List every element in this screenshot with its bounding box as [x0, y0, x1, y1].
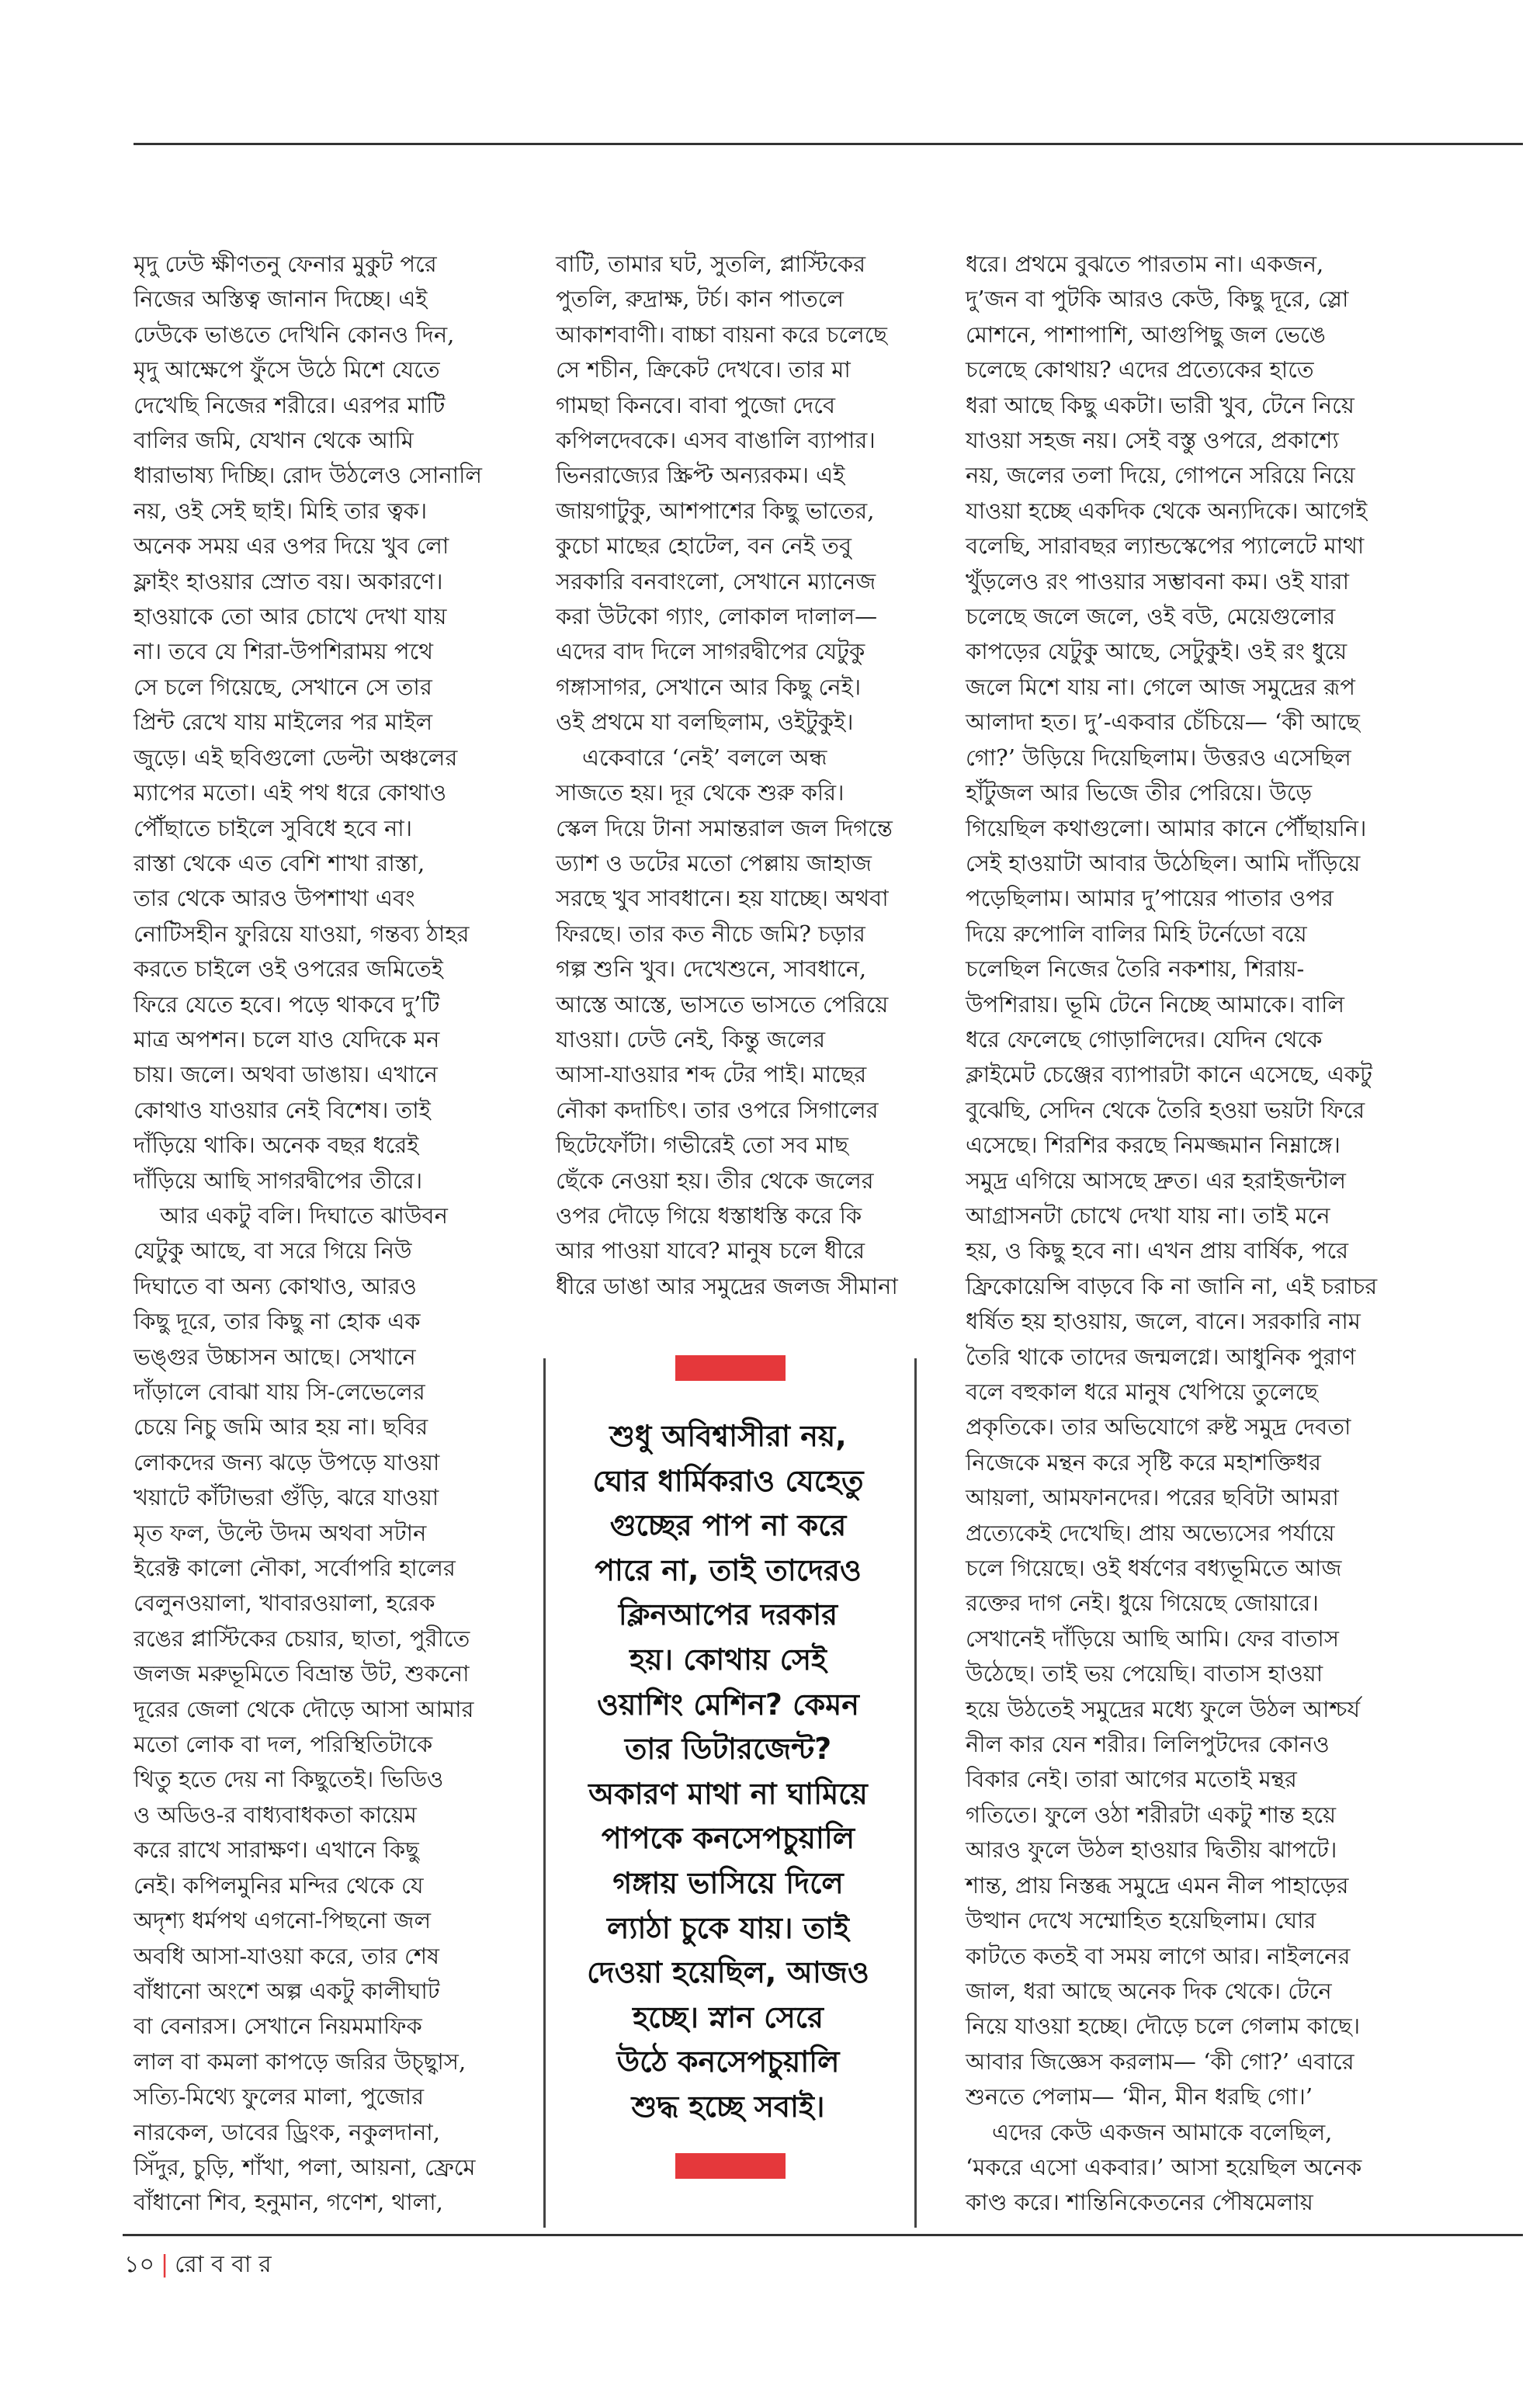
text-line: ছিটেফোঁটা। গভীরেই তো সব মাছ — [556, 1132, 848, 1159]
text-line: হয়, ও কিছু হবে না। এখন প্রায় বার্ষিক, পরে — [966, 1237, 1349, 1264]
text-line: কপিলদেবকে। এসব বাঙালি ব্যাপার। — [556, 427, 876, 454]
text-line: বাঁধানো শিব, হনুমান, গণেশ, থালা, — [134, 2189, 443, 2216]
text-line: দাঁড়িয়ে আছি সাগরদ্বীপের তীরে। — [134, 1167, 423, 1194]
text-line: গামছা কিনবে। বাবা পুজো দেবে — [556, 391, 836, 418]
text-line: দাঁড়ালে বোঝা যায় সি-লেভেলের — [134, 1379, 425, 1405]
text-line: উপশিরায়। ভূমি টেনে নিচ্ছে আমাকে। বালি — [966, 990, 1344, 1018]
text-line: এদের কেউ একজন আমাকে বলেছিল, — [992, 2118, 1333, 2145]
text-line: মতো লোক বা দল, পরিস্থিতিটাকে — [134, 1731, 433, 1758]
text-line: দেখেছি নিজের শরীরে। এরপর মাটি — [134, 391, 446, 418]
bottom-rule — [123, 2234, 1523, 2236]
pullquote-line: পাপকে কনসেপচুয়ালি — [601, 1821, 855, 1856]
text-line: করা উটকো গ্যাং, লোকাল দালাল— — [556, 603, 878, 630]
text-line: উত্থান দেখে সম্মোহিত হয়েছিলাম। ঘোর — [966, 1907, 1316, 1934]
footer-separator: | — [160, 2251, 169, 2278]
text-line: গতিতে। ফুলে ওঠা শরীরটা একটু শান্ত হয়ে — [966, 1801, 1337, 1828]
pullquote-line: গুচ্ছের পাপ না করে — [609, 1508, 847, 1543]
text-line: সমুদ্র এগিয়ে আসছে দ্রুত। এর হরাইজন্টাল — [966, 1167, 1347, 1194]
pullquote-line: উঠে কনসেপচুয়ালি — [616, 2044, 840, 2079]
text-line: সরকারি বনবাংলো, সেখানে ম্যানেজ — [556, 567, 876, 595]
pullquote-top-red-bar — [675, 1355, 786, 1381]
pullquote-line: ল্যাঠা চুকে যায়। তাই — [607, 1910, 849, 1945]
text-line: রাস্তা থেকে এত বেশি শাখা রাস্তা, — [134, 849, 425, 876]
text-line: ধরে ফেলেছে গোড়ালিদের। যেদিন থেকে — [966, 1025, 1323, 1053]
text-line: আবার জিজ্ঞেস করলাম— ‘কী গো?’ এবারে — [966, 2048, 1354, 2075]
text-line: আসা-যাওয়ার শব্দ টের পাই। মাছের — [556, 1061, 867, 1088]
text-line: কাণ্ড করে। শান্তিনিকেতনের পৌষমেলায় — [966, 2189, 1313, 2216]
text-line: বিকার নেই। তারা আগের মতোই মন্থর — [966, 1766, 1297, 1793]
pullquote-left-rule — [543, 1358, 546, 2228]
text-line: তার থেকে আরও উপশাখা এবং — [134, 885, 415, 912]
text-line: মাত্র অপশন। চলে যাও যেদিকে মন — [134, 1025, 440, 1053]
text-line: আর একটু বলি। দিঘাতে ঝাউবন — [160, 1202, 448, 1229]
text-line: লোকদের জন্য ঝড়ে উপড়ে যাওয়া — [134, 1448, 440, 1476]
text-line: জাল, ধরা আছে অনেক দিক থেকে। টেনে — [966, 1977, 1332, 2004]
text-line: ভিনরাজ্যের স্ক্রিপ্ট অন্যরকম। এই — [556, 462, 845, 489]
text-line: আলাদা হত। দু’-একবার চেঁচিয়ে— ‘কী আছে — [966, 709, 1361, 736]
text-line: শান্ত, প্রায় নিস্তব্ধ সমুদ্রে এমন নীল পাহাড়ের — [966, 1871, 1349, 1899]
page-footer — [124, 2249, 272, 2280]
text-line: গল্প শুনি খুব। দেখেশুনে, সাবধানে, — [556, 955, 867, 983]
text-line: নয়, জলের তলা দিয়ে, গোপনে সরিয়ে নিয়ে — [966, 462, 1355, 489]
text-line: ইরেক্ট কালো নৌকা, সর্বোপরি হালের — [134, 1555, 456, 1582]
text-line: আরও ফুলে উঠল হাওয়ার দ্বিতীয় ঝাপটে। — [966, 1836, 1337, 1864]
pullquote-line: অকারণ মাথা না ঘামিয়ে — [588, 1776, 868, 1811]
text-line: ধরে। প্রথমে বুঝতে পারতাম না। একজন, — [966, 251, 1324, 277]
text-line: রক্তের দাগ নেই। ধুয়ে গিয়েছে জোয়ারে। — [966, 1590, 1319, 1617]
text-line: বলে বহুকাল ধরে মানুষ খেপিয়ে তুলেছে — [966, 1379, 1318, 1405]
text-line: জায়গাটুকু, আশপাশের কিছু ভাতের, — [556, 497, 875, 524]
text-line: ফিরছে। তার কত নীচে জমি? চড়ার — [556, 920, 865, 947]
top-rule — [134, 143, 1523, 145]
text-line: পড়েছিলাম। আমার দু’পায়ের পাতার ওপর — [966, 885, 1334, 912]
text-line: ধর্ষিত হয় হাওয়ায়, জলে, বানে। সরকারি নাম — [966, 1308, 1361, 1335]
text-line: অনেক সময় এর ওপর দিয়ে খুব লো — [134, 532, 449, 560]
text-line: ধারাভাষ্য দিচ্ছি। রোদ উঠলেও সোনালি — [134, 462, 482, 489]
text-line: বুঝেছি, সেদিন থেকে তৈরি হওয়া ভয়টা ফিরে — [966, 1096, 1365, 1123]
text-line: লাল বা কমলা কাপড়ে জরির উচ্ছ্বাস, — [134, 2048, 467, 2075]
text-line: অবধি আসা-যাওয়া করে, তার শেষ — [134, 1942, 439, 1969]
text-line: দিঘাতে বা অন্য কোথাও, আরও — [134, 1272, 417, 1299]
text-line: ফিরে যেতে হবে। পড়ে থাকবে দু’টি — [134, 990, 440, 1018]
text-line: হয়ে উঠতেই সমুদ্রের মধ্যে ফুলে উঠল আশ্চর্য — [966, 1695, 1361, 1722]
text-line: কিছু দূরে, তার কিছু না হোক এক — [134, 1308, 421, 1335]
text-line: যাওয়া হচ্ছে একদিক থেকে অন্যদিকে। আগেই — [966, 497, 1368, 524]
text-line: মৃদু ঢেউ ক্ষীণতনু ফেনার মুকুট পরে — [134, 251, 437, 277]
article-column-3 — [966, 247, 1523, 2221]
text-line: কোথাও যাওয়ার নেই বিশেষ। তাই — [134, 1096, 431, 1123]
text-line: ভঙ্গুর উচ্চাসন আছে। সেখানে — [134, 1343, 416, 1370]
text-line: চলেছে কোথায়? এদের প্রত্যেকের হাতে — [966, 356, 1314, 383]
text-line: করে রাখে সারাক্ষণ। এখানে কিছু — [134, 1836, 419, 1864]
text-line: বাটি, তামার ঘট, সুতলি, প্লাস্টিকের — [556, 251, 866, 277]
text-line: নয়, ওই সেই ছাই। মিহি তার ত্বক। — [134, 497, 428, 524]
pullquote-line: তার ডিটারজেন্ট? — [624, 1732, 832, 1767]
text-line: বা বেনারস। সেখানে নিয়মমাফিক — [134, 2013, 422, 2040]
pullquote-line: গঙ্গায় ভাসিয়ে দিলে — [612, 1865, 844, 1900]
pullquote-line: দেওয়া হয়েছিল, আজও — [587, 1955, 869, 1990]
text-line: অদৃশ্য ধর্মপথ এগনো-পিছনো জল — [134, 1907, 432, 1934]
text-line: মৃত ফল, উল্টে উদম অথবা সটান — [134, 1519, 427, 1546]
text-line: ম্যাপের মতো। এই পথ ধরে কোথাও — [134, 779, 447, 806]
text-line: ওই প্রথমে যা বলছিলাম, ওইটুকুই। — [556, 709, 854, 736]
pullquote-line: শুদ্ধ হচ্ছে সবাই। — [631, 2089, 825, 2124]
text-line: নীল কার যেন শরীর। লিলিপুটদের কোনও — [966, 1731, 1330, 1758]
text-line: এদের বাদ দিলে সাগরদ্বীপের যেটুকু — [556, 638, 865, 665]
text-line: দু’জন বা পুটকি আরও কেউ, কিছু দূরে, স্লো — [966, 286, 1349, 313]
text-line: বলেছি, সারাবছর ল্যান্ডস্কেপের প্যালেটে মাথা — [966, 532, 1365, 560]
text-line: গিয়েছিল কথাগুলো। আমার কানে পৌঁছায়নি। — [966, 814, 1367, 841]
text-line: ক্লাইমেট চেঞ্জের ব্যাপারটা কানে এসেছে, একটু — [966, 1061, 1372, 1088]
text-line: যাওয়া। ঢেউ নেই, কিন্তু জলের — [556, 1025, 826, 1053]
text-line: গঙ্গাসাগর, সেখানে আর কিছু নেই। — [556, 673, 862, 700]
text-line: প্রত্যেকেই দেখেছি। প্রায় অভ্যেসের পর্যায়ে — [966, 1519, 1335, 1546]
pullquote-line: হয়। কোথায় সেই — [630, 1642, 827, 1677]
pullquote — [553, 1414, 904, 2130]
text-line: চায়। জলে। অথবা ডাঙায়। এখানে — [134, 1061, 438, 1088]
text-line: প্রকৃতিকে। তার অভিযোগে রুষ্ট সমুদ্র দেবতা — [966, 1413, 1351, 1441]
text-line: চলেছে জলে জলে, ওই বউ, মেয়েগুলোর — [966, 603, 1336, 630]
text-line: হাওয়াকে তো আর চোখে দেখা যায় — [134, 603, 447, 630]
text-line: কাপড়ের যেটুকু আছে, সেটুকুই। ওই রং ধুয়ে — [966, 638, 1348, 665]
text-line: দিয়ে রুপোলি বালির মিহি টর্নেডো বয়ে — [966, 920, 1307, 947]
text-line: সে শচীন, ক্রিকেট দেখবে। তার মা — [556, 356, 851, 383]
text-line: আগ্রাসনটা চোখে দেখা যায় না। তাই মনে — [966, 1202, 1330, 1229]
text-line: সত্যি-মিথ্যে ফুলের মালা, পুজোর — [134, 2083, 425, 2110]
text-line: বালির জমি, যেখান থেকে আমি — [134, 427, 414, 454]
pullquote-bottom-red-bar — [675, 2153, 786, 2179]
text-line: যেটুকু আছে, বা সরে গিয়ে নিউ — [134, 1237, 412, 1264]
text-line: শুনতে পেলাম— ‘মীন, মীন ধরছি গো।’ — [966, 2083, 1313, 2110]
text-line: ‘মকরে এসো একবার।’ আসা হয়েছিল অনেক — [966, 2153, 1362, 2180]
pullquote-line: পারে না, তাই তাদেরও — [595, 1552, 862, 1587]
text-line: সাজতে হয়। দূর থেকে শুরু করি। — [556, 779, 845, 806]
text-line: দাঁড়িয়ে থাকি। অনেক বছর ধরেই — [134, 1132, 419, 1159]
text-line: জলজ মরুভূমিতে বিভ্রান্ত উট, শুকনো — [134, 1660, 470, 1687]
text-line: জুড়ে। এই ছবিগুলো ডেল্টা অঞ্চলের — [134, 744, 458, 771]
text-line: সেই হাওয়াটা আবার উঠেছিল। আমি দাঁড়িয়ে — [966, 849, 1361, 876]
pullquote-line: ঘোর ধার্মিকরাও যেহেতু — [592, 1463, 864, 1498]
text-line: সে চলে গিয়েছে, সেখানে সে তার — [134, 673, 432, 700]
article-column-1 — [134, 247, 512, 2221]
text-line: কাটতে কতই বা সময় লাগে আর। নাইলনের — [966, 1942, 1351, 1969]
text-line: খয়াটে কাঁটাভরা গুঁড়ি, ঝরে যাওয়া — [134, 1484, 439, 1511]
text-line: নারকেল, ডাবের ড্রিংক, নকুলদানা, — [134, 2118, 440, 2145]
text-line: চলে গিয়েছে। ওই ধর্ষণের বধ্যভূমিতে আজ — [966, 1555, 1342, 1582]
text-line: কুচো মাছের হোটেল, বন নেই তবু — [556, 532, 852, 560]
text-line: সিঁদুর, চুড়ি, শাঁখা, পলা, আয়না, ফ্রেমে — [134, 2153, 476, 2180]
text-line: রঙের প্লাস্টিকের চেয়ার, ছাতা, পুরীতে — [134, 1625, 470, 1652]
text-line: ধরা আছে কিছু একটা। ভারী খুব, টেনে নিয়ে — [966, 391, 1354, 418]
text-line: নিজের অস্তিত্ব জানান দিচ্ছে। এই — [134, 286, 428, 313]
text-line: ও অডিও-র বাধ্যবাধকতা কায়েম — [134, 1801, 417, 1828]
text-line: যাওয়া সহজ নয়। সেই বস্তু ওপরে, প্রকাশ্যে — [966, 427, 1339, 454]
text-line: খুঁড়লেও রং পাওয়ার সম্ভাবনা কম। ওই যারা — [966, 567, 1350, 595]
text-line: চলেছিল নিজের তৈরি নকশায়, শিরায়- — [966, 955, 1305, 983]
text-line: নিজেকে মন্থন করে সৃষ্টি করে মহাশক্তিধর — [966, 1448, 1321, 1476]
text-line: গো?’ উড়িয়ে দিয়েছিলাম। উত্তরও এসেছিল — [966, 744, 1351, 771]
pullquote-line: শুধু অবিশ্বাসীরা নয়, — [609, 1419, 847, 1453]
text-line: ড্যাশ ও ডটের মতো পেল্লায় জাহাজ — [556, 849, 872, 876]
text-line: আস্তে আস্তে, ভাসতে ভাসতে পেরিয়ে — [556, 990, 889, 1018]
page-number: ১০ — [124, 2251, 154, 2278]
text-line: ঢেউকে ভাঙতে দেখিনি কোনও দিন, — [134, 321, 455, 348]
pullquote-line: ক্লিনআপের দরকার — [618, 1597, 838, 1632]
text-line: ধীরে ডাঙা আর সমুদ্রের জলজ সীমানা — [556, 1272, 898, 1299]
text-line: দূরের জেলা থেকে দৌড়ে আসা আমার — [134, 1695, 474, 1722]
text-line: সেখানেই দাঁড়িয়ে আছি আমি। ফের বাতাস — [966, 1625, 1339, 1652]
text-line: ছেঁকে নেওয়া হয়। তীর থেকে জলের — [556, 1167, 874, 1194]
text-line: থিতু হতে দেয় না কিছুতেই। ভিডিও — [134, 1766, 444, 1793]
text-line: মোশনে, পাশাপাশি, আগুপিছু জল ভেঙে — [966, 321, 1326, 348]
text-line: ওপর দৌড়ে গিয়ে ধস্তাধস্তি করে কি — [556, 1202, 862, 1229]
text-line: না। তবে যে শিরা-উপশিরাময় পথে — [134, 638, 433, 665]
text-line: বাঁধানো অংশে অল্প একটু কালীঘাট — [134, 1977, 440, 2004]
text-line: নৌকা কদাচিৎ। তার ওপরে সিগালের — [556, 1096, 879, 1123]
text-line: পৌঁছাতে চাইলে সুবিধে হবে না। — [134, 814, 413, 841]
text-line: তৈরি থাকে তাদের জন্মলগ্নে। আধুনিক পুরাণ — [966, 1343, 1356, 1370]
text-line: নোটিসহীন ফুরিয়ে যাওয়া, গন্তব্য ঠাহর — [134, 920, 470, 947]
text-line: একেবারে ‘নেই’ বললে অন্ধ — [582, 744, 827, 771]
text-line: সরছে খুব সাবধানে। হয় যাচ্ছে। অথবা — [556, 885, 889, 912]
text-line: এসেছে। শিরশির করছে নিমজ্জমান নিম্নাঙ্গে। — [966, 1132, 1341, 1159]
text-line: নেই। কপিলমুনির মন্দির থেকে যে — [134, 1871, 424, 1899]
text-line: চেয়ে নিচু জমি আর হয় না। ছবির — [134, 1413, 428, 1441]
magazine-name: রো ব বা র — [175, 2251, 272, 2278]
text-line: উঠেছে। তাই ভয় পেয়েছি। বাতাস হাওয়া — [966, 1660, 1323, 1687]
text-line: নিয়ে যাওয়া হচ্ছে। দৌড়ে চলে গেলাম কাছে। — [966, 2013, 1361, 2040]
text-line: করতে চাইলে ওই ওপরের জমিতেই — [134, 955, 443, 983]
pullquote-line: ওয়াশিং মেশিন? কেমন — [597, 1687, 859, 1722]
text-line: পুতলি, রুদ্রাক্ষ, টর্চ। কান পাতলে — [556, 286, 845, 313]
text-line: জলে মিশে যায় না। গেলে আজ সমুদ্রের রূপ — [966, 673, 1355, 700]
text-line: মৃদু আক্ষেপে ফুঁসে উঠে মিশে যেতে — [134, 356, 440, 383]
text-line: ফ্লাইং হাওয়ার স্রোত বয়। অকারণে। — [134, 567, 443, 595]
text-line: হাঁটুজল আর ভিজে তীর পেরিয়ে। উড়ে — [966, 779, 1313, 806]
text-line: স্কেল দিয়ে টানা সমান্তরাল জল দিগন্তে — [556, 814, 893, 841]
text-line: আর পাওয়া যাবে? মানুষ চলে ধীরে — [556, 1237, 865, 1264]
text-line: প্রিন্ট রেখে যায় মাইলের পর মাইল — [134, 709, 433, 736]
pullquote-line: হচ্ছে। স্নান সেরে — [633, 1999, 824, 2034]
pullquote-right-rule — [914, 1358, 917, 2228]
text-line: ফ্রিকোয়েন্সি বাড়বে কি না জানি না, এই চরাচর — [966, 1272, 1378, 1299]
article-column-2 — [556, 247, 922, 1304]
text-line: আকাশবাণী। বাচ্চা বায়না করে চলেছে — [556, 321, 887, 348]
text-line: আয়লা, আমফানদের। পরের ছবিটা আমরা — [966, 1484, 1339, 1511]
text-line: বেলুনওয়ালা, খাবারওয়ালা, হরেক — [134, 1590, 435, 1617]
